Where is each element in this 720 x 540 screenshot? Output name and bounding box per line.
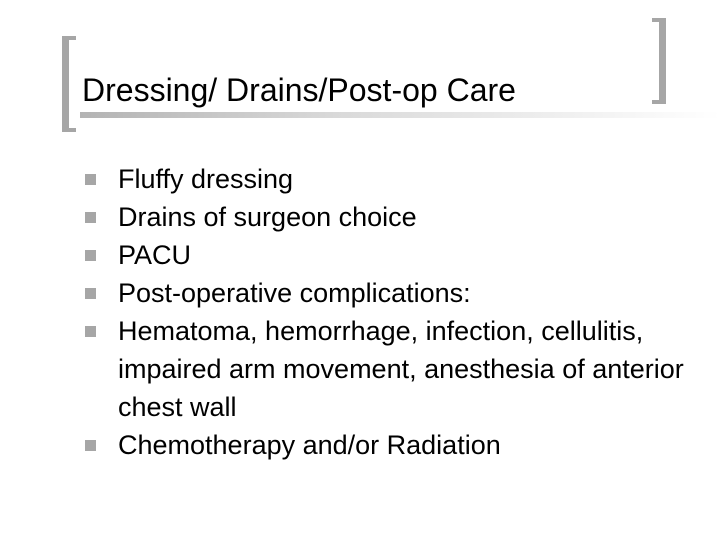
bullet-item: [84, 198, 684, 236]
bullet-item: [84, 236, 684, 274]
square-bullet-icon: [85, 288, 96, 299]
bullet-text: Post-operative complications:: [118, 278, 471, 308]
bullet-list: [84, 160, 684, 464]
slide-title: Dressing/ Drains/Post-op Care: [82, 72, 516, 108]
square-bullet-icon: [85, 250, 96, 261]
square-bullet-icon: [85, 326, 96, 337]
square-bullet-icon: [85, 212, 96, 223]
square-bullet-icon: [85, 174, 96, 185]
bullet-text: Chemotherapy and/or Radiation: [118, 430, 501, 460]
square-bullet-icon: [85, 440, 96, 451]
bullet-text: Hematoma, hemorrhage, infection, cellulitis, impaired arm movement, anesthesia of anterior chest wall: [118, 316, 684, 422]
bullet-item: [84, 160, 684, 198]
bullet-item: [84, 426, 684, 464]
right-bracket-decoration: [652, 18, 666, 104]
bullet-item: [84, 274, 684, 312]
bullet-text: Drains of surgeon choice: [118, 202, 417, 232]
bullet-text: PACU: [118, 240, 192, 270]
title-underline: [80, 112, 720, 118]
left-bracket-decoration: [62, 36, 76, 132]
bullet-text: Fluffy dressing: [118, 164, 294, 194]
bullet-item: [84, 312, 684, 426]
